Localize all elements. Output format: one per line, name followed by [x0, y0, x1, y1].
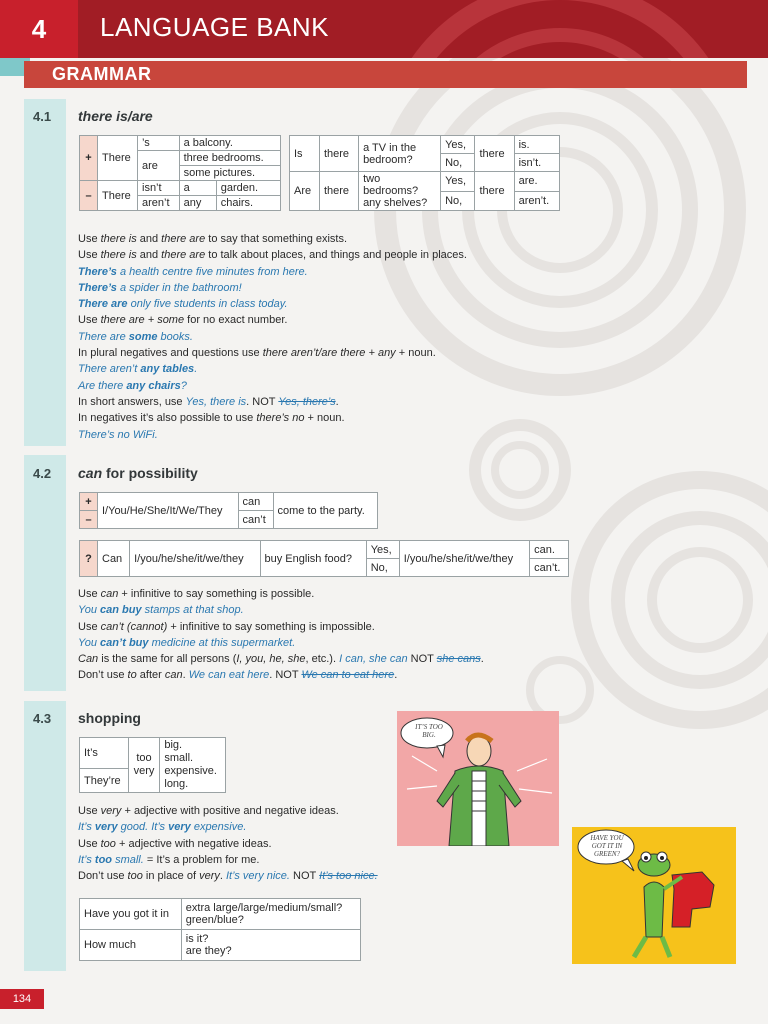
- is-there-questions-table: [289, 135, 560, 211]
- cell: I/you/he/she/it/we/they: [399, 541, 529, 577]
- section-number-4-2: 4.2: [33, 466, 52, 481]
- cartoon-green: [572, 827, 736, 964]
- can-table: [79, 492, 378, 529]
- cell: Are: [290, 172, 320, 211]
- cell: No,: [441, 154, 475, 172]
- plus-sign: +: [80, 493, 98, 511]
- cell: a: [179, 181, 216, 196]
- section-title-4-1: [78, 108, 153, 124]
- cell: Is: [290, 136, 320, 172]
- example-line: There aren’t any tables.: [78, 363, 198, 376]
- can-question-table: [79, 540, 569, 577]
- cell: come to the party.: [273, 493, 377, 529]
- cell: there: [319, 136, 358, 172]
- cell: aren’t.: [514, 191, 559, 211]
- example-line: There are only five students in class today.: [78, 298, 288, 311]
- section-title-4-2: can for possibility: [78, 465, 198, 481]
- cell: There: [98, 136, 138, 181]
- section-4-2-notes: [78, 586, 484, 684]
- section-title-4-3: shopping: [78, 710, 141, 726]
- cell: No,: [366, 559, 399, 577]
- minus-sign: –: [80, 511, 98, 529]
- example-line: You can buy stamps at that shop.: [78, 604, 244, 617]
- cell: big. small. expensive. long.: [160, 738, 226, 793]
- cell: It’s: [80, 738, 129, 769]
- section-sidebar-4-1: [24, 99, 66, 446]
- cell: three bedrooms.: [179, 151, 280, 166]
- cell: too very: [128, 738, 160, 793]
- cell: there: [319, 172, 358, 211]
- shopping-questions-table: [79, 898, 361, 961]
- example-line: There are some books.: [78, 330, 193, 343]
- cell: Yes,: [441, 136, 475, 154]
- cell: are: [138, 151, 180, 181]
- cell: is.: [514, 136, 559, 154]
- section-number-4-3: 4.3: [33, 711, 52, 726]
- note-line: Don’t use to after can. We can eat here. NOT We can to eat here.: [78, 669, 398, 682]
- speech-bubble-text: IT’S TOO BIG.: [415, 723, 443, 739]
- note-line: In plural negatives and questions use there aren’t/are there + any + noun.: [78, 347, 436, 360]
- cell: a TV in the bedroom?: [359, 136, 441, 172]
- cell: How much: [80, 930, 182, 961]
- cell: two bedrooms? any shelves?: [359, 172, 441, 211]
- cell: can’t.: [530, 559, 569, 577]
- example-line: There’s a spider in the bathroom!: [78, 281, 242, 294]
- chapter-header: [0, 0, 768, 58]
- cell: ’s: [138, 136, 180, 151]
- note-line: Use there are + some for no exact number.: [78, 314, 288, 327]
- section-sidebar-4-2: [24, 455, 66, 691]
- grammar-title: GRAMMAR: [52, 64, 152, 84]
- cell: Yes,: [366, 541, 399, 559]
- example-line: There’s no WiFi.: [78, 428, 158, 441]
- plus-sign: +: [80, 136, 98, 181]
- example-line: Are there any chairs?: [78, 379, 187, 392]
- example-line: There’s a health centre five minutes from here.: [78, 265, 308, 278]
- cell: No,: [441, 191, 475, 211]
- cell: chairs.: [216, 196, 280, 211]
- cell: can’t: [238, 511, 273, 529]
- cell: Yes,: [441, 172, 475, 192]
- chapter-number: 4: [0, 0, 78, 58]
- section-number-4-1: 4.1: [33, 109, 52, 124]
- note-line: Use can + infinitive to say something is possible.: [78, 588, 315, 600]
- note-line: Don’t use too in place of very. It’s very nice. NOT It’s too nice.: [78, 870, 378, 883]
- cell: There: [98, 181, 138, 211]
- note-line: In negatives it’s also possible to use there’s no + noun.: [78, 412, 345, 425]
- title-text: there is/are: [78, 108, 153, 124]
- cell: any: [179, 196, 216, 211]
- section-sidebar-4-3: [24, 701, 66, 971]
- note-line: Use too + adjective with negative ideas.: [78, 837, 272, 850]
- cell: I/You/He/She/It/We/They: [98, 493, 239, 529]
- cell: They’re: [80, 769, 129, 793]
- speech-bubble-text: HAVE YOU GOT IT IN GREEN?: [590, 834, 624, 858]
- chapter-title: LANGUAGE BANK: [100, 12, 330, 42]
- cell: garden.: [216, 181, 280, 196]
- cell: Have you got it in: [80, 899, 182, 930]
- question-sign: ?: [80, 541, 98, 577]
- cell: there: [475, 172, 514, 211]
- example-line: You can’t buy medicine at this supermarket.: [78, 636, 296, 649]
- cell: isn’t.: [514, 154, 559, 172]
- cartoon-too-big: [397, 711, 559, 846]
- cell: I/you/he/she/it/we/they: [130, 541, 260, 577]
- note-line: Use very + adjective with positive and negative ideas.: [78, 805, 339, 817]
- cell: can.: [530, 541, 569, 559]
- section-4-1-notes: [78, 231, 467, 443]
- page-number: 134: [0, 989, 44, 1009]
- cell: is it? are they?: [181, 930, 360, 961]
- note-line: It’s too small. = It’s a problem for me.: [78, 853, 260, 866]
- example-line: It’s very good. It’s very expensive.: [78, 821, 247, 834]
- section-4-3-notes: [78, 803, 378, 884]
- cell: are.: [514, 172, 559, 192]
- cell: some pictures.: [179, 166, 280, 181]
- cell: buy English food?: [260, 541, 366, 577]
- note-line: Can is the same for all persons (I, you, he, she, etc.). I can, she can NOT she cans.: [78, 653, 484, 666]
- there-is-are-table: [79, 135, 281, 211]
- note-line: In short answers, use Yes, there is. NOT Yes, there’s.: [78, 395, 339, 408]
- minus-sign: –: [80, 181, 98, 211]
- note-line: Use can’t (cannot) + infinitive to say something is impossible.: [78, 620, 375, 633]
- cell: a balcony.: [179, 136, 280, 151]
- cell: Can: [98, 541, 130, 577]
- cell: isn’t: [138, 181, 180, 196]
- cell: extra large/large/medium/small? green/blue?: [181, 899, 360, 930]
- cell: can: [238, 493, 273, 511]
- note-line: Use there is and there are to say that something exists.: [78, 233, 348, 245]
- cell: aren’t: [138, 196, 180, 211]
- note-line: Use there is and there are to talk about places, and things and people in places.: [78, 249, 467, 262]
- too-very-table: [79, 737, 226, 793]
- cell: there: [475, 136, 514, 172]
